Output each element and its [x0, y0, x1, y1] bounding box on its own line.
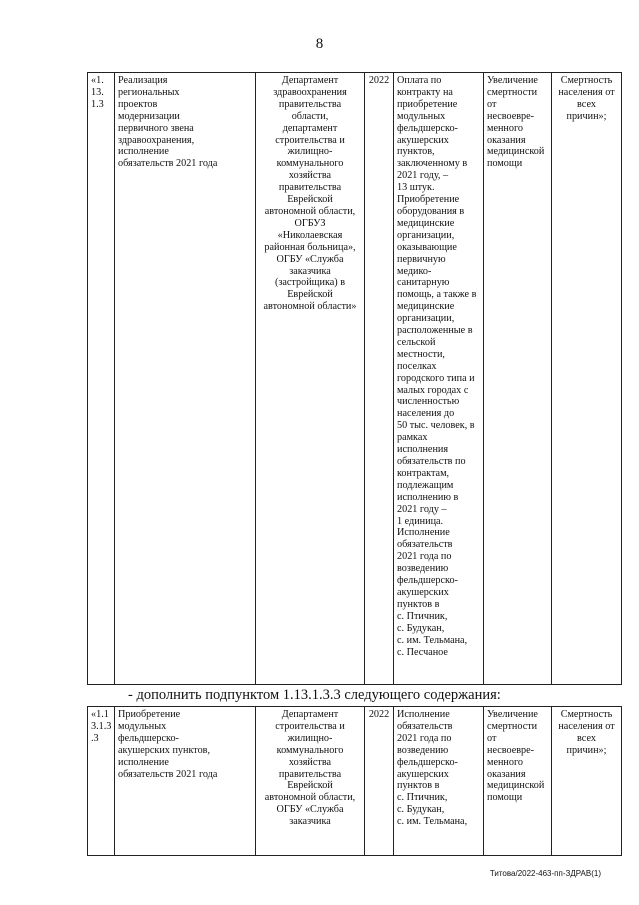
cell-text-line: акушерских [397, 586, 449, 598]
cell-text-line: от [487, 732, 497, 744]
measure-name-cell [115, 73, 256, 685]
cell-text-line: с. им. Тельмана, [397, 816, 468, 828]
cell-text-line: модульных [397, 110, 446, 122]
cell-text-line: Департамент [281, 709, 339, 720]
cell-text-line: исполнения [397, 444, 449, 456]
cell-text-line: расположенные в [397, 325, 473, 337]
result-cell [394, 707, 484, 856]
cell-text-line: помощи [487, 792, 523, 804]
cell-text-line: Приобретение [118, 709, 181, 720]
cell-text-line: модернизации [118, 110, 180, 122]
cell-text-line: медицинской [487, 146, 545, 158]
cell-text-line: автономной области, [264, 792, 356, 804]
cell-text-line: исполнению в [397, 491, 459, 503]
cell-text-line: хозяйства [288, 756, 332, 768]
executor-cell [256, 707, 365, 856]
cell-text-line: здравоохранения [273, 86, 347, 98]
result-cell [394, 73, 484, 685]
cell-text-line: менного [487, 756, 523, 768]
cell-text-line: 2021 года по [397, 551, 452, 563]
document-code: Титова/2022-463-пп-ЗДРАВ(1) [489, 869, 601, 878]
indicator-cell [552, 73, 622, 685]
cell-text-line: медицинские [397, 217, 455, 229]
cell-text-line: фельдшерско- [118, 732, 179, 744]
cell-text-line: заказчика [289, 816, 331, 828]
cell-text-line: Приобретение [397, 194, 460, 206]
cell-text-line: обязательств [397, 539, 453, 551]
cell-text-line: 2021 году – [397, 503, 447, 515]
year-cell [365, 73, 394, 685]
indicator-cell [552, 707, 622, 856]
cell-text-line: населения до [397, 408, 455, 420]
cell-text-line: Исполнение [397, 527, 450, 539]
cell-text-line: оказания [487, 134, 526, 146]
cell-text-line: населения от [558, 720, 615, 732]
cell-text-line: 13. [91, 86, 104, 98]
cell-text-line: приобретение [397, 98, 458, 110]
cell-text-line: Смертность [560, 75, 613, 86]
table-row [88, 73, 622, 685]
cell-text-line: организации, [397, 313, 455, 325]
cell-text-line: первичного звена [118, 122, 194, 134]
cell-text-line: «1.1 [91, 709, 109, 720]
subpoint-instruction: - дополнить подпунктом 1.13.1.3.3 следующего содержания: [128, 687, 501, 703]
cell-text-line: контрактам, [397, 467, 450, 479]
cell-text-line: Департамент [281, 75, 339, 86]
cell-text-line: с. Будукан, [397, 804, 445, 816]
measures-table [87, 72, 622, 685]
cell-text-line: правительства [278, 98, 342, 110]
measure-name-cell [115, 707, 256, 856]
cell-text-line: .3 [91, 732, 99, 744]
cell-text-line: медицинской [487, 780, 545, 792]
cell-text-line: причин»; [566, 744, 607, 756]
cell-text-line: сельской [397, 336, 436, 348]
cell-text-line: контракту на [397, 86, 453, 98]
cell-text-line: с. им. Тельмана, [397, 634, 468, 646]
cell-text-line: фельдшерско- [397, 122, 458, 134]
cell-text-line: Увеличение [487, 75, 538, 86]
cell-text-line: санитарную [397, 277, 450, 289]
cell-text-line: ОГБУЗ [294, 217, 326, 229]
cell-text-line: Увеличение [487, 709, 538, 720]
cell-text-line: правительства [278, 182, 342, 194]
cell-text-line: возведению [397, 744, 449, 756]
cell-text-line: жилищно- [287, 146, 333, 158]
cell-text-line: пунктов в [397, 780, 440, 792]
cell-text-line: коммунального [276, 158, 344, 170]
cell-text-line: всех [577, 732, 596, 744]
cell-text-line: обязательств по [397, 456, 466, 467]
cell-text-line: жилищно- [287, 732, 333, 744]
cell-text-line: смертности [487, 86, 538, 98]
cell-text-line: помощи [487, 158, 523, 170]
cell-text-line: малых городах с [397, 384, 469, 396]
cell-text-line: всех [577, 98, 596, 110]
cell-text-line: смертности [487, 720, 538, 732]
cell-text-line: акушерских пунктов, [118, 744, 211, 756]
cell-text-line: фельдшерско- [397, 756, 458, 768]
cell-text-line: местности, [397, 348, 445, 360]
cell-text-line: коммунального [276, 744, 344, 756]
cell-text-line: причин»; [566, 110, 607, 122]
cell-text-line: поселках [397, 360, 437, 372]
cell-text-line: Смертность [560, 709, 613, 720]
cell-text-line: правительства [278, 768, 342, 780]
cell-text-line: Еврейской [287, 194, 333, 206]
cell-text-line: первичную [397, 253, 446, 265]
cell-text-line: пунктов, [397, 146, 435, 158]
cell-text-line: с. Птичник, [397, 610, 448, 622]
cell-text-line: оборудования в [397, 205, 465, 217]
cell-text-line: 2021 года по [397, 732, 452, 744]
cell-text-line: Оплата по [397, 75, 442, 86]
effect-cell [484, 73, 552, 685]
cell-text-line: здравоохранения, [118, 134, 195, 146]
page-number: 8 [315, 36, 324, 52]
cell-text-line: хозяйства [288, 170, 332, 182]
effect-cell [484, 707, 552, 856]
cell-text-line: оказания [487, 768, 526, 780]
cell-text-line: городского типа и [397, 372, 475, 384]
cell-text-line: Еврейской [287, 289, 333, 301]
cell-text-line: обязательств [397, 720, 453, 732]
cell-text-line: проектов [118, 98, 158, 110]
cell-text-line: Еврейской [287, 780, 333, 792]
cell-text-line: Исполнение [397, 709, 450, 720]
cell-text-line: строительства и [275, 134, 345, 146]
cell-text-line: несвоевре- [487, 110, 535, 122]
cell-text-line: фельдшерско- [397, 575, 458, 587]
cell-text-line: от [487, 98, 497, 110]
cell-text-line: строительства и [275, 720, 345, 732]
cell-text-line: модульных [118, 720, 167, 732]
cell-text-line: Реализация [118, 75, 168, 86]
cell-text-line: 1 единица. [397, 515, 444, 527]
cell-text-line: подлежащим [397, 479, 454, 491]
cell-text-line: 3.1.3 [91, 720, 112, 732]
cell-text-line: департамент [282, 122, 338, 134]
cell-text-line: акушерских [397, 768, 449, 780]
cell-text-line: заключенному в [397, 158, 468, 170]
cell-text-line: обязательств 2021 года [118, 158, 218, 170]
cell-text-line: ОГБУ «Служба [276, 253, 344, 265]
cell-text-line: (застройщика) в [274, 277, 346, 289]
cell-text-line: пунктов в [397, 598, 440, 610]
cell-text-line: «Николаевская [277, 229, 343, 241]
year-text: 2022 [368, 709, 390, 720]
cell-text-line: с. Птичник, [397, 792, 448, 804]
cell-text-line: региональных [118, 86, 180, 98]
year-cell [365, 707, 394, 856]
cell-text-line: медицинские [397, 301, 455, 313]
cell-text-line: рамках [397, 432, 428, 444]
table-row [88, 707, 622, 856]
cell-text-line: акушерских [397, 134, 449, 146]
cell-text-line: медико- [397, 265, 432, 277]
cell-text-line: 50 тыс. человек, в [397, 420, 475, 432]
cell-text-line: несвоевре- [487, 744, 535, 756]
cell-text-line: организации, [397, 229, 455, 241]
cell-text-line: «1. [91, 75, 104, 86]
cell-text-line: численностью [397, 396, 460, 408]
subpoint-table [87, 706, 622, 856]
cell-text-line: районная больница», [264, 241, 356, 253]
cell-text-line: помощь, а также в [397, 289, 477, 301]
cell-text-line: 1.3 [91, 98, 104, 110]
cell-text-line: исполнение [118, 146, 169, 158]
cell-text-line: возведению [397, 563, 449, 575]
cell-text-line: исполнение [118, 756, 169, 768]
cell-text-line: автономной области» [263, 301, 357, 313]
cell-text-line: заказчика [289, 265, 331, 277]
cell-text-line: с. Будукан, [397, 622, 445, 634]
cell-text-line: с. Песчаное [397, 646, 448, 658]
executor-cell [256, 73, 365, 685]
cell-text-line: оказывающие [397, 241, 457, 253]
cell-text-line: автономной области, [264, 205, 356, 217]
cell-text-line: менного [487, 122, 523, 134]
cell-text-line: 13 штук. [397, 182, 435, 194]
cell-text-line: области, [291, 110, 329, 122]
cell-text-line: ОГБУ «Служба [276, 804, 344, 816]
item-number-cell [88, 73, 115, 685]
year-text: 2022 [368, 75, 390, 86]
cell-text-line: обязательств 2021 года [118, 768, 218, 780]
cell-text-line: 2021 году, – [397, 170, 449, 182]
cell-text-line: населения от [558, 86, 615, 98]
item-number-cell [88, 707, 115, 856]
